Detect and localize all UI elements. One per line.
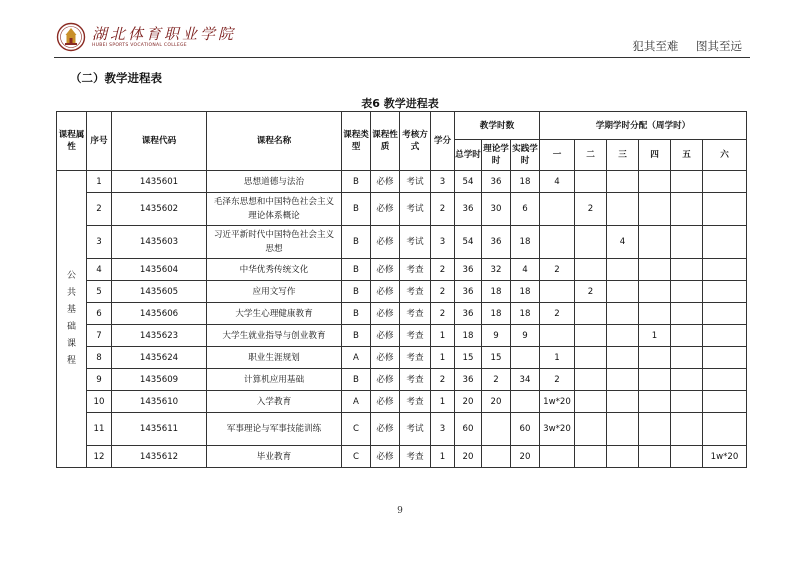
- header-hours-total: 总学时: [455, 140, 482, 171]
- cell-hours-total: 36: [455, 369, 482, 391]
- cell-semester-4: [639, 303, 671, 325]
- cell-nature: 必修: [371, 259, 400, 281]
- cell-semester-4: [639, 347, 671, 369]
- header-motto: [618, 38, 742, 54]
- cell-hours-total: 36: [455, 303, 482, 325]
- cell-semester-2: [575, 303, 607, 325]
- cell-semester-5: [671, 369, 703, 391]
- cell-semester-4: [639, 413, 671, 446]
- cell-code: 1435606: [112, 303, 207, 325]
- cell-semester-3: [607, 369, 639, 391]
- cell-hours-theory: 30: [482, 193, 511, 226]
- cell-semester-5: [671, 281, 703, 303]
- cell-nature: 必修: [371, 193, 400, 226]
- cell-credit: 1: [431, 446, 455, 468]
- cell-hours-theory: [482, 413, 511, 446]
- cell-semester-3: [607, 325, 639, 347]
- cell-nature: 必修: [371, 325, 400, 347]
- cell-type: B: [342, 193, 371, 226]
- cell-semester-2: [575, 391, 607, 413]
- cell-semester-2: [575, 347, 607, 369]
- cell-semester-2: [575, 171, 607, 193]
- cell-nature: 必修: [371, 369, 400, 391]
- cell-hours-practice: 20: [511, 446, 540, 468]
- cell-semester-3: [607, 171, 639, 193]
- cell-index: 1: [87, 171, 112, 193]
- cell-semester-1: 3w*20: [540, 413, 575, 446]
- cell-hours-practice: 18: [511, 281, 540, 303]
- cell-semester-3: [607, 347, 639, 369]
- table-row: [57, 446, 747, 468]
- header-semester-6: 六: [703, 140, 747, 171]
- cell-semester-1: [540, 446, 575, 468]
- cell-credit: 2: [431, 303, 455, 325]
- cell-exam: 考查: [400, 391, 431, 413]
- cell-code: 1435602: [112, 193, 207, 226]
- cell-nature: 必修: [371, 226, 400, 259]
- table-row: [57, 259, 747, 281]
- cell-semester-3: 4: [607, 226, 639, 259]
- cell-exam: 考查: [400, 325, 431, 347]
- cell-type: B: [342, 369, 371, 391]
- cell-credit: 2: [431, 369, 455, 391]
- cell-hours-theory: 15: [482, 347, 511, 369]
- cell-semester-3: [607, 413, 639, 446]
- cell-semester-1: [540, 193, 575, 226]
- cell-code: 1435604: [112, 259, 207, 281]
- cell-nature: 必修: [371, 347, 400, 369]
- cell-index: 7: [87, 325, 112, 347]
- cell-exam: 考查: [400, 446, 431, 468]
- cell-name: 毕业教育: [207, 446, 342, 468]
- cell-semester-1: 2: [540, 259, 575, 281]
- cell-hours-practice: 34: [511, 369, 540, 391]
- cell-code: 1435609: [112, 369, 207, 391]
- table-row: [57, 171, 747, 193]
- cell-semester-6: [703, 171, 747, 193]
- cell-semester-5: [671, 303, 703, 325]
- cell-code: 1435611: [112, 413, 207, 446]
- header-semester-5: 五: [671, 140, 703, 171]
- header-index: 序号: [87, 112, 112, 171]
- cell-semester-2: [575, 325, 607, 347]
- cell-hours-total: 36: [455, 259, 482, 281]
- cell-type: C: [342, 446, 371, 468]
- cell-exam: 考试: [400, 193, 431, 226]
- cell-hours-practice: [511, 347, 540, 369]
- cell-semester-6: [703, 413, 747, 446]
- table-body: [57, 171, 747, 468]
- cell-semester-1: 1w*20: [540, 391, 575, 413]
- header-exam: 考核方式: [400, 112, 431, 171]
- cell-name: 军事理论与军事技能训练: [207, 413, 342, 446]
- cell-name: 入学教育: [207, 391, 342, 413]
- cell-type: A: [342, 391, 371, 413]
- header-semester-1: 一: [540, 140, 575, 171]
- cell-semester-1: 2: [540, 303, 575, 325]
- cell-semester-6: [703, 391, 747, 413]
- header-divider: [54, 57, 750, 58]
- cell-semester-1: [540, 325, 575, 347]
- cell-hours-theory: [482, 446, 511, 468]
- cell-hours-theory: 18: [482, 281, 511, 303]
- cell-semester-2: [575, 413, 607, 446]
- cell-exam: 考查: [400, 259, 431, 281]
- cell-credit: 3: [431, 171, 455, 193]
- cell-semester-1: [540, 281, 575, 303]
- cell-semester-6: 1w*20: [703, 446, 747, 468]
- table-caption: 表6 教学进程表: [361, 97, 439, 110]
- cell-type: B: [342, 226, 371, 259]
- college-logo: [56, 22, 236, 52]
- cell-exam: 考查: [400, 303, 431, 325]
- cell-hours-total: 20: [455, 391, 482, 413]
- cell-name: 计算机应用基础: [207, 369, 342, 391]
- cell-index: 10: [87, 391, 112, 413]
- table-row: [57, 226, 747, 259]
- cell-semester-5: [671, 171, 703, 193]
- cell-hours-practice: 18: [511, 171, 540, 193]
- cell-semester-6: [703, 226, 747, 259]
- cell-credit: 2: [431, 281, 455, 303]
- cell-name: 中华优秀传统文化: [207, 259, 342, 281]
- cell-semester-1: 1: [540, 347, 575, 369]
- cell-semester-3: [607, 446, 639, 468]
- cell-index: 5: [87, 281, 112, 303]
- cell-type: B: [342, 325, 371, 347]
- page-header: [0, 0, 800, 62]
- cell-index: 9: [87, 369, 112, 391]
- header-semester-4: 四: [639, 140, 671, 171]
- cell-hours-theory: 36: [482, 171, 511, 193]
- cell-exam: 考试: [400, 413, 431, 446]
- cell-hours-theory: 36: [482, 226, 511, 259]
- cell-code: 1435601: [112, 171, 207, 193]
- cell-semester-2: 2: [575, 193, 607, 226]
- cell-semester-5: [671, 413, 703, 446]
- cell-semester-4: [639, 259, 671, 281]
- cell-semester-1: [540, 226, 575, 259]
- cell-hours-total: 36: [455, 193, 482, 226]
- cell-hours-practice: 4: [511, 259, 540, 281]
- cell-name: 职业生涯规划: [207, 347, 342, 369]
- cell-index: 12: [87, 446, 112, 468]
- cell-semester-5: [671, 259, 703, 281]
- cell-index: 2: [87, 193, 112, 226]
- cell-semester-4: [639, 171, 671, 193]
- header-semester-2: 二: [575, 140, 607, 171]
- cell-nature: 必修: [371, 281, 400, 303]
- cell-code: 1435610: [112, 391, 207, 413]
- header-type: 课程类型: [342, 112, 371, 171]
- cell-hours-total: 18: [455, 325, 482, 347]
- cell-code: 1435612: [112, 446, 207, 468]
- cell-semester-6: [703, 281, 747, 303]
- cell-credit: 1: [431, 391, 455, 413]
- cell-hours-theory: 32: [482, 259, 511, 281]
- cell-code: 1435605: [112, 281, 207, 303]
- cell-semester-5: [671, 446, 703, 468]
- cell-hours-practice: 9: [511, 325, 540, 347]
- header-semester-group: 学期学时分配（周学时）: [540, 112, 747, 140]
- cell-nature: 必修: [371, 413, 400, 446]
- cell-semester-2: [575, 226, 607, 259]
- cell-semester-3: [607, 193, 639, 226]
- cell-name: 习近平新时代中国特色社会主义思想: [207, 226, 342, 259]
- cell-semester-6: [703, 347, 747, 369]
- cell-hours-theory: 2: [482, 369, 511, 391]
- header-hours-group: 教学时数: [455, 112, 540, 140]
- cell-credit: 1: [431, 347, 455, 369]
- cell-semester-5: [671, 391, 703, 413]
- cell-exam: 考查: [400, 347, 431, 369]
- cell-index: 11: [87, 413, 112, 446]
- cell-semester-4: [639, 193, 671, 226]
- cell-name: 大学生就业指导与创业教育: [207, 325, 342, 347]
- cell-hours-practice: [511, 391, 540, 413]
- cell-credit: 3: [431, 413, 455, 446]
- cell-hours-total: 20: [455, 446, 482, 468]
- cell-semester-2: [575, 446, 607, 468]
- college-name-en: HUBEI SPORTS VOCATIONAL COLLEGE: [92, 42, 187, 48]
- cell-hours-theory: 20: [482, 391, 511, 413]
- cell-semester-4: [639, 369, 671, 391]
- table-row: [57, 413, 747, 446]
- cell-credit: 1: [431, 325, 455, 347]
- cell-hours-total: 60: [455, 413, 482, 446]
- section-title: （二）教学进程表: [70, 71, 162, 85]
- cell-semester-3: [607, 259, 639, 281]
- table-row: [57, 281, 747, 303]
- motto-phrase-1: 犯其至难: [632, 39, 679, 53]
- cell-exam: 考查: [400, 369, 431, 391]
- cell-semester-6: [703, 369, 747, 391]
- cell-semester-5: [671, 226, 703, 259]
- cell-name: 毛泽东思想和中国特色社会主义理论体系概论: [207, 193, 342, 226]
- cell-code: 1435603: [112, 226, 207, 259]
- category-cell: 公共基础课程: [57, 171, 87, 468]
- cell-index: 3: [87, 226, 112, 259]
- cell-semester-5: [671, 347, 703, 369]
- college-seal-icon: [56, 22, 86, 52]
- cell-exam: 考试: [400, 171, 431, 193]
- cell-nature: 必修: [371, 171, 400, 193]
- cell-nature: 必修: [371, 303, 400, 325]
- cell-hours-total: 36: [455, 281, 482, 303]
- cell-type: B: [342, 259, 371, 281]
- cell-semester-2: [575, 369, 607, 391]
- header-hours-theory: 理论学时: [482, 140, 511, 171]
- cell-type: A: [342, 347, 371, 369]
- cell-type: B: [342, 281, 371, 303]
- cell-hours-theory: 18: [482, 303, 511, 325]
- cell-hours-total: 15: [455, 347, 482, 369]
- cell-semester-3: [607, 391, 639, 413]
- cell-index: 6: [87, 303, 112, 325]
- cell-name: 应用文写作: [207, 281, 342, 303]
- cell-code: 1435623: [112, 325, 207, 347]
- table-row: [57, 391, 747, 413]
- cell-semester-2: [575, 259, 607, 281]
- header-credit: 学分: [431, 112, 455, 171]
- cell-semester-3: [607, 281, 639, 303]
- cell-semester-4: [639, 226, 671, 259]
- cell-semester-6: [703, 303, 747, 325]
- cell-nature: 必修: [371, 446, 400, 468]
- cell-index: 8: [87, 347, 112, 369]
- table-row: [57, 303, 747, 325]
- cell-semester-4: 1: [639, 325, 671, 347]
- cell-hours-total: 54: [455, 171, 482, 193]
- cell-semester-2: 2: [575, 281, 607, 303]
- cell-nature: 必修: [371, 391, 400, 413]
- header-nature: 课程性质: [371, 112, 400, 171]
- cell-exam: 考试: [400, 226, 431, 259]
- cell-semester-3: [607, 303, 639, 325]
- header-code: 课程代码: [112, 112, 207, 171]
- cell-hours-practice: 18: [511, 226, 540, 259]
- motto-phrase-2: 图其至远: [696, 39, 742, 53]
- cell-hours-theory: 9: [482, 325, 511, 347]
- header-name: 课程名称: [207, 112, 342, 171]
- cell-semester-5: [671, 325, 703, 347]
- cell-hours-practice: 60: [511, 413, 540, 446]
- cell-exam: 考查: [400, 281, 431, 303]
- table-row: [57, 347, 747, 369]
- cell-semester-6: [703, 193, 747, 226]
- cell-hours-practice: 6: [511, 193, 540, 226]
- cell-name: 思想道德与法治: [207, 171, 342, 193]
- teaching-schedule-table: [56, 111, 747, 468]
- cell-type: B: [342, 171, 371, 193]
- cell-hours-practice: 18: [511, 303, 540, 325]
- table-row: [57, 325, 747, 347]
- cell-semester-6: [703, 325, 747, 347]
- cell-type: B: [342, 303, 371, 325]
- cell-credit: 2: [431, 259, 455, 281]
- cell-type: C: [342, 413, 371, 446]
- cell-semester-1: 2: [540, 369, 575, 391]
- header-category: 课程属性: [57, 112, 87, 171]
- page-number: 9: [397, 506, 403, 516]
- cell-semester-4: [639, 391, 671, 413]
- table-row: [57, 193, 747, 226]
- table-row: [57, 369, 747, 391]
- cell-semester-6: [703, 259, 747, 281]
- cell-credit: 3: [431, 226, 455, 259]
- cell-semester-4: [639, 281, 671, 303]
- header-semester-3: 三: [607, 140, 639, 171]
- cell-credit: 2: [431, 193, 455, 226]
- college-name-cn: 湖北体育职业学院: [92, 24, 237, 43]
- cell-name: 大学生心理健康教育: [207, 303, 342, 325]
- cell-code: 1435624: [112, 347, 207, 369]
- cell-hours-total: 54: [455, 226, 482, 259]
- cell-semester-1: 4: [540, 171, 575, 193]
- header-hours-practice: 实践学时: [511, 140, 540, 171]
- cell-index: 4: [87, 259, 112, 281]
- cell-semester-4: [639, 446, 671, 468]
- cell-semester-5: [671, 193, 703, 226]
